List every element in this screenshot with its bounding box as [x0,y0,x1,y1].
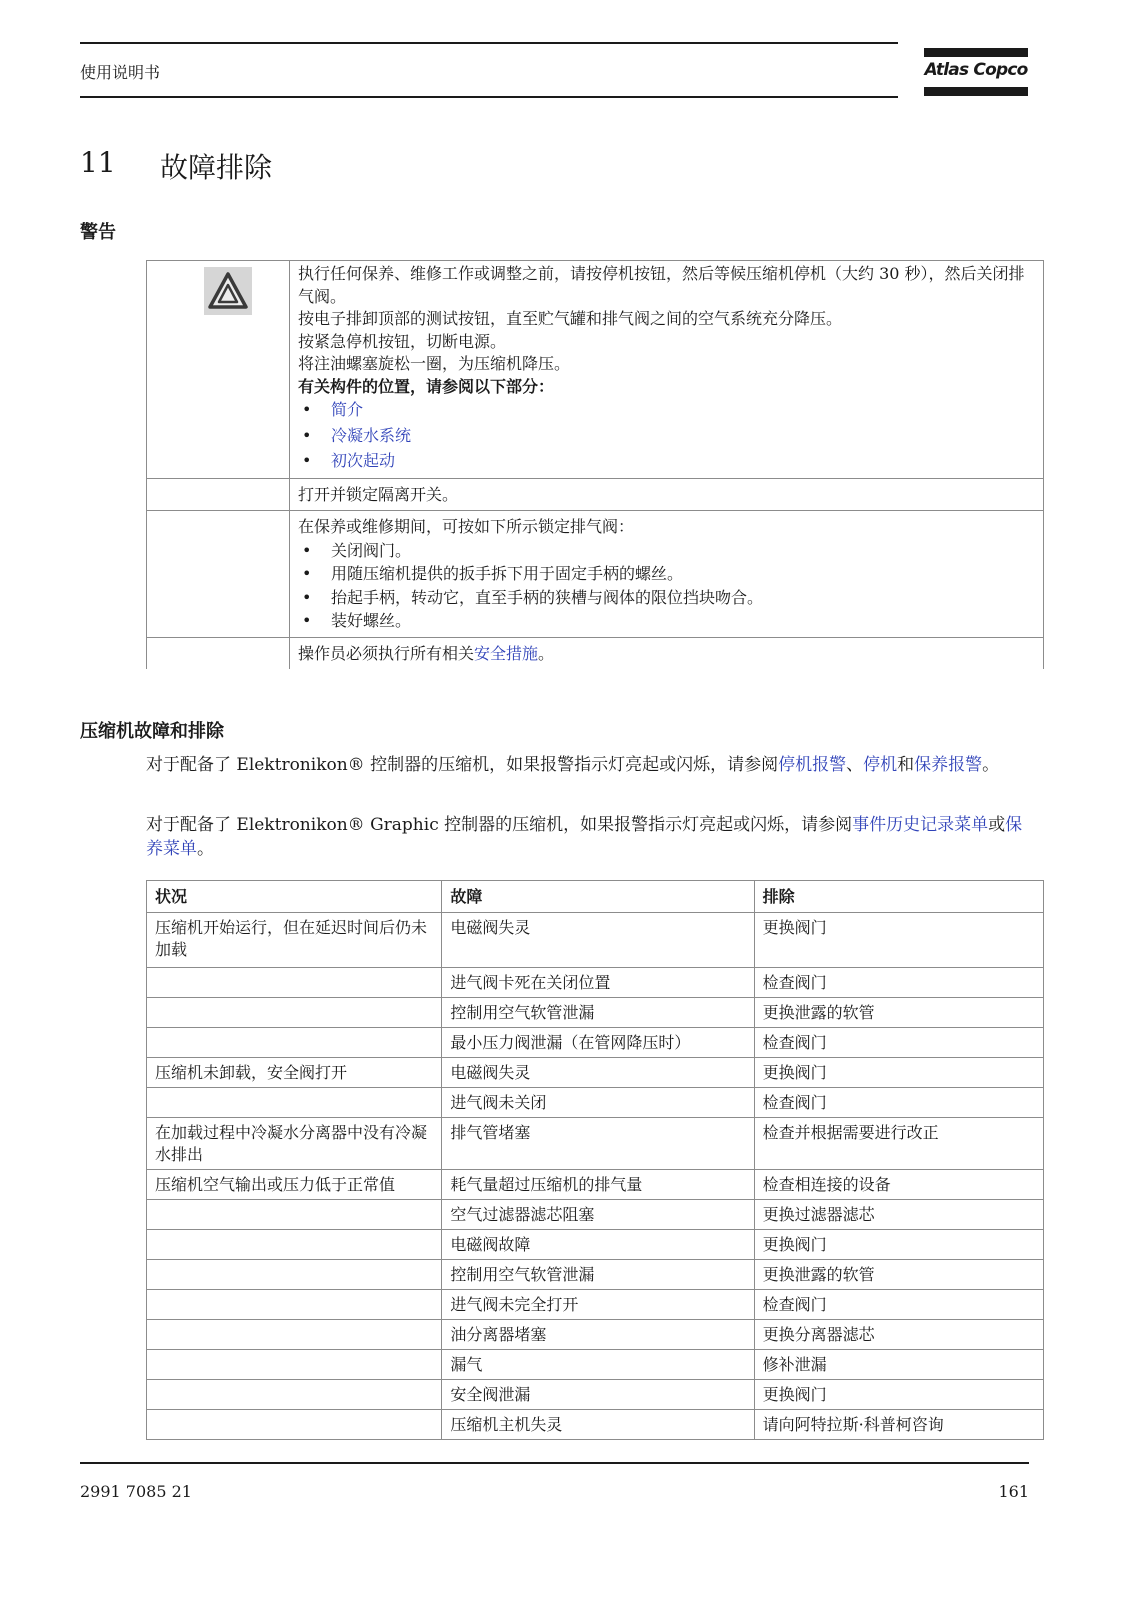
logo-wordmark: Atlas Copco [924,60,1028,80]
footer-rule [80,1462,1029,1464]
link-event-history-menu[interactable]: 事件历史记录菜单 [852,815,989,835]
table-cell: 油分离器堵塞 [442,1320,754,1350]
list-item: • 用随压缩机提供的扳手拆下用于固定手柄的螺丝。 [298,563,1035,586]
table-cell: 压缩机开始运行，但在延迟时间后仍未加载 [147,913,442,968]
table-cell: 更换阀门 [754,1058,1043,1088]
header-top-rule [80,42,898,44]
intro-paragraph-2: 对于配备了 Elektronikon® Graphic 控制器的压缩机，如果报警指示灯亮起或闪烁，请参阅事件历史记录菜单或保养菜单。 [146,815,1023,859]
link-condensate-system[interactable]: 冷凝水系统 [331,425,412,445]
link-service-menu[interactable]: 保养菜单 [146,815,1023,859]
list-item: • 冷凝水系统 [298,425,1035,448]
table-cell: 电磁阀失灵 [442,913,754,968]
table-cell: 排气管堵塞 [442,1118,754,1170]
warning-table [146,260,1044,669]
atlas-copco-logo [924,48,1028,98]
table-row [147,1200,1044,1230]
list-item: • 装好螺丝。 [298,610,1035,633]
link-shutdown[interactable]: 停机 [863,755,898,775]
intro-paragraph-1: 对于配备了 Elektronikon® 控制器的压缩机，如果报警指示灯亮起或闪烁，请参阅停机报警、停机和保养报警。 [146,755,1000,775]
table-row [147,913,1044,968]
table-cell: 请向阿特拉斯·科普柯咨询 [754,1410,1043,1440]
warning-heading: 警告 [80,222,116,243]
table-cell [147,1410,442,1440]
table-cell: 检查阀门 [754,1088,1043,1118]
table-row [147,1260,1044,1290]
table-row [147,1118,1044,1170]
column-header-condition: 状况 [147,881,442,913]
link-introduction[interactable]: 简介 [331,400,364,419]
warning-line: 打开并锁定隔离开关。 [298,484,459,504]
table-cell [147,1028,442,1058]
table-cell [147,1200,442,1230]
table-row [147,1028,1044,1058]
link-safety-precautions[interactable]: 安全措施 [474,643,539,663]
table-cell: 漏气 [442,1350,754,1380]
table-cell: 电磁阀失灵 [442,1058,754,1088]
table-cell [147,1320,442,1350]
link-service-warning[interactable]: 保养报警 [914,755,983,775]
chapter-title: 故障排除 [160,151,273,184]
table-row [147,1058,1044,1088]
table-cell: 进气阀未关闭 [442,1088,754,1118]
table-cell [147,1290,442,1320]
link-shutdown-warning[interactable]: 停机报警 [778,755,847,775]
list-item-text: 抬起手柄，转动它，直至手柄的狭槽与阀体的限位挡块吻合。 [331,587,764,607]
table-cell: 压缩机主机失灵 [442,1410,754,1440]
list-item: • 初次起动 [298,450,1035,473]
table-cell: 控制用空气软管泄漏 [442,998,754,1028]
doc-number: 2991 7085 21 [80,1482,192,1501]
table-cell [147,1260,442,1290]
table-row [147,1170,1044,1200]
warning-line: 按紧急停机按钮，切断电源。 [298,331,507,351]
table-cell: 在加载过程中冷凝水分离器中没有冷凝水排出 [147,1118,442,1170]
table-row [147,1380,1044,1410]
table-cell [147,968,442,998]
fault-table [146,880,1044,1440]
table-header-row [147,881,1044,913]
list-item: • 关闭阀门。 [298,540,1035,563]
table-cell: 控制用空气软管泄漏 [442,1260,754,1290]
list-item-text: 装好螺丝。 [331,611,412,630]
warning-line: 将注油螺塞旋松一圈，为压缩机降压。 [298,354,571,373]
list-item: • 抬起手柄，转动它，直至手柄的狭槽与阀体的限位挡块吻合。 [298,587,1035,610]
table-cell: 更换阀门 [754,1230,1043,1260]
table-cell [147,1230,442,1260]
table-cell: 更换阀门 [754,913,1043,968]
table-row [147,1290,1044,1320]
table-cell: 更换过滤器滤芯 [754,1200,1043,1230]
column-header-fault: 故障 [442,881,754,913]
table-cell [147,1380,442,1410]
warning-line: 在保养或维修期间，可按如下所示锁定排气阀： [298,517,635,536]
header-doc-type: 使用说明书 [80,63,161,82]
table-cell: 检查并根据需要进行改正 [754,1118,1043,1170]
table-cell: 检查阀门 [754,968,1043,998]
warning-row [147,478,1044,511]
table-row [147,1320,1044,1350]
warning-line: 执行任何保养、维修工作或调整之前，请按停机按钮，然后等候压缩机停机（大约 30 秒），然后关闭排气阀。 [298,264,1025,306]
warning-row: 操作员必须执行所有相关安全措施。 [147,637,1044,669]
table-cell [147,998,442,1028]
table-cell: 更换分离器滤芯 [754,1320,1043,1350]
fault-section-heading: 压缩机故障和排除 [80,721,224,742]
table-cell: 修补泄漏 [754,1350,1043,1380]
table-cell: 更换阀门 [754,1380,1043,1410]
table-cell: 检查阀门 [754,1028,1043,1058]
table-row [147,998,1044,1028]
table-row [147,1088,1044,1118]
table-cell: 更换泄露的软管 [754,1260,1043,1290]
table-cell: 电磁阀故障 [442,1230,754,1260]
link-initial-start[interactable]: 初次起动 [331,451,396,470]
table-cell [147,1088,442,1118]
table-row [147,1230,1044,1260]
table-cell: 进气阀卡死在关闭位置 [442,968,754,998]
table-cell: 检查相连接的设备 [754,1170,1043,1200]
table-row [147,1350,1044,1380]
table-row [147,1410,1044,1440]
warning-triangle-icon [204,267,252,315]
list-item: • 简介 [298,399,1035,422]
table-cell: 进气阀未完全打开 [442,1290,754,1320]
header-bottom-rule [80,96,898,98]
table-cell: 检查阀门 [754,1290,1043,1320]
table-cell [147,1350,442,1380]
table-cell: 空气过滤器滤芯阻塞 [442,1200,754,1230]
table-cell: 最小压力阀泄漏（在管网降压时） [442,1028,754,1058]
warning-line: 操作员必须执行所有相关 [298,643,475,663]
column-header-remedy: 排除 [754,881,1043,913]
list-item-text: 用随压缩机提供的扳手拆下用于固定手柄的螺丝。 [331,564,684,583]
list-item-text: 关闭阀门。 [331,540,412,560]
chapter-number: 11 [80,146,116,179]
table-cell: 安全阀泄漏 [442,1380,754,1410]
page-number: 161 [998,1482,1029,1501]
warning-line: 按电子排卸顶部的测试按钮，直至贮气罐和排气阀之间的空气系统充分降压。 [298,309,843,328]
warning-row [147,511,1044,638]
table-cell: 压缩机空气输出或压力低于正常值 [147,1170,442,1200]
table-cell: 更换泄露的软管 [754,998,1043,1028]
warning-bold-line: 有关构件的位置，请参阅以下部分： [298,376,555,396]
table-cell: 耗气量超过压缩机的排气量 [442,1170,754,1200]
warning-row [147,261,1044,479]
table-row [147,968,1044,998]
table-cell: 压缩机未卸载，安全阀打开 [147,1058,442,1088]
